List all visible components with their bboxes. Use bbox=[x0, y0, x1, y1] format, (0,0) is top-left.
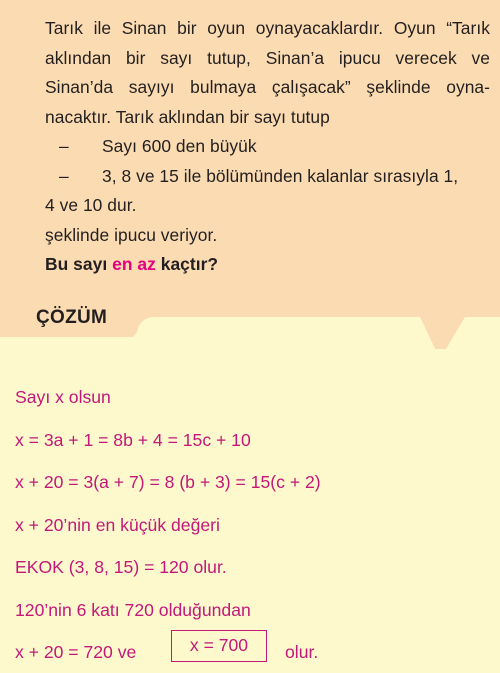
solution-line: 120’nin 6 katı 720 olduğundan bbox=[15, 600, 251, 620]
hint-item-text: Sayı 600 den büyük bbox=[102, 136, 257, 156]
hint-item bbox=[45, 132, 490, 162]
hint-continuation: 4 ve 10 dur. bbox=[45, 195, 137, 215]
solution-line: EKOK (3, 8, 15) = 120 olur. bbox=[15, 557, 227, 577]
hint-item-text: 3, 8 ve 15 ile bölümünden kalanlar sırasıyla 1, bbox=[102, 165, 459, 186]
answer-suffix: olur. bbox=[285, 642, 319, 662]
question-ask bbox=[45, 250, 490, 280]
solution-line: x + 20 = 3(a + 7) = 8 (b + 3) = 15(c + 2) bbox=[15, 472, 321, 492]
dash-bullet: – bbox=[59, 165, 69, 186]
question-line: Tarık ile Sinan bir oyun oynayacaklardır. Oyun “Tarık bbox=[45, 18, 490, 38]
question-line: aklından bir sayı tutup, Sinan’a ipucu verecek ve bbox=[45, 47, 490, 68]
solution-line: Sayı x olsun bbox=[15, 387, 111, 407]
question-line: nacaktır. Tarık aklından bir sayı tutup bbox=[45, 106, 330, 127]
answer-box: x = 700 bbox=[171, 630, 267, 662]
ask-suffix: kaçtır? bbox=[155, 254, 219, 274]
question-line: Sinan’da sayıyı bulmaya çalışacak” şeklinde oyna- bbox=[45, 77, 490, 97]
dash-bullet: – bbox=[59, 136, 69, 156]
ask-prefix: Bu sayı bbox=[45, 254, 113, 274]
solution-line: x + 20’nin en küçük değeri bbox=[15, 515, 220, 535]
solution-title: ÇÖZÜM bbox=[36, 307, 108, 328]
question-text bbox=[45, 14, 490, 280]
solution-line: x + 20 = 720 ve bbox=[15, 642, 137, 662]
solution-line: x = 3a + 1 = 8b + 4 = 15c + 10 bbox=[15, 430, 251, 450]
hint-line: şeklinde ipucu veriyor. bbox=[45, 224, 218, 245]
ask-highlight: en az bbox=[112, 254, 156, 274]
hint-item bbox=[45, 162, 490, 192]
